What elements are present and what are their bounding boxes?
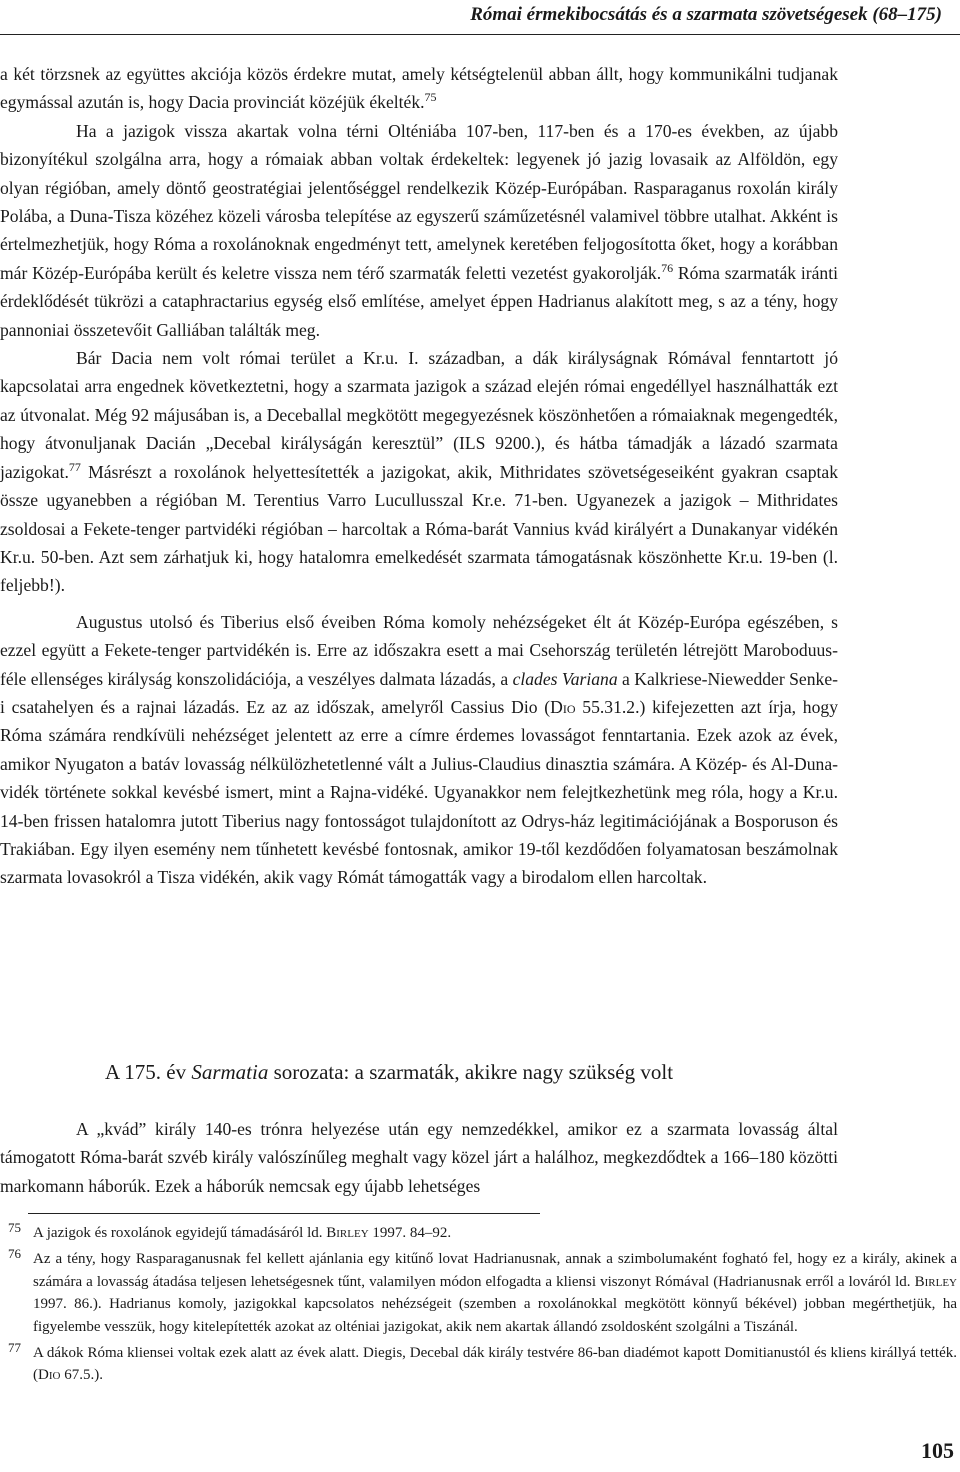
section-body xyxy=(0,1115,838,1200)
paragraph-3: Bár Dacia nem volt római terület a Kr.u. I. században, a dák királyságnak Rómával fenntartott jó kapcsolatai arra engednek következtetni, hogy a szarmata jazigok a század elején római engedéllyel használhatták ezt az útvonalat. Még 92 májusában is, a Deceballal megkötött megegyezésnek köszönhetően a rómaiaknak megengedték, hogy átvonuljanak Dacián „Decebal királyságán keresztül” (ILS 9200.), és hátba támadják a lázadó szarmata jazigokat.$^{77}$ Másrészt a roxolánok helyettesítették a jazigokat, akik, Mithridates szövetségeseiként gyakran csaptak össze ugyanebben a régióban M. Terentius Varro Lucullusszal Kr.e. 71-ben. Ugyanezek a jazigok – Mithridates zsoldosai a Fekete-tenger partvidéki régióban – harcoltak a Róma-barát Vannius kvád királyért a Dunakanyar vidékén Kr.u. 50-ben. Azt sem zárhatjuk ki, hogy hatalomra emelkedését szarmata támogatásnak köszönhette Kr.u. 19-ben (l. feljebb!). xyxy=(0,348,838,596)
paragraph-5: A „kvád” király 140-es trónra helyezése után egy nemzedékkel, amikor ez a szarmata lovasság által támogatott Róma-barát szvéb király valószínűleg meghalt vagy közel járt a halálhoz, megkezdődtek a 166–180 közötti markomann háborúk. Ezek a háborúk nemcsak egy újabb lehetséges xyxy=(0,1119,838,1196)
running-head-title: Római érmekibocsátás és a szarmata szövetségesek (68–175) xyxy=(470,4,942,25)
paragraph-4: Augustus utolsó és Tiberius első éveiben Róma komoly nehézségeket élt át Közép-Európa egészében, s ezzel együtt a Fekete-tenger partvidékén is. Erre az időszakra esett a mai Csehország területén létrejött Maroboduus-féle ellenséges királyság konszolidációja, a veszélyes dalmata lázadás, a clades Variana a Kalkriese-Niewedder Senke-i csatahelyen és a rajnai lázadás. Ez az az időszak, amelyről Cassius Dio (Dio 55.31.2.) kifejezetten azt írja, hogy Róma számára rendkívüli nehézséget jelentett az erre a címre érdemes lovasságot fenntartania. Ezek azok az évek, amikor Nyugaton a batáv lovasság nélkülözhetetlenné vált a Julius-Claudius dinasztia számára. A Közép- és Al-Duna-vidék története sokkal kevésbé ismert, mint a Rajna-vidéké. Ugyanakkor nem felejtkezhetünk meg róla, hogy a Kr.u. 14-ben frissen hatalomra jutott Tiberius nagy fontosságot tulajdonított az Odrys-ház legitimációjának a Bosporuson és Trakiában. Egy ilyen esemény nem tűnhetett kevésbé fontosnak, amikor 19-től kezdődően folyamatosan beszámolnak szarmata lovasokról a Tisza vidékén, akik vagy Rómát támogatták vagy a birodalom ellen harcoltak. xyxy=(0,611,838,888)
section-heading: A 175. év Sarmatia sorozata: a szarmaták, akikre nagy szükség volt xyxy=(105,1060,674,1084)
footnote-76: 76 Az a tény, hogy Rasparaganusnak fel kellett ajánlania egy kitűnő lovat Hadrianusnak, annak a szimbolumaként fogható fel, hogy ez a király, akinek a számára a lovasság átadása teljesen lehetségesnek tűnt, valamilyen módon elfogadta a kliensi viszonyt Rómával (Hadrianusnak erről a lováról ld. Birley 1997. 86.). Hadrianus komoly, jazigokkal kapcsolatos nehézségeit (szemben a roxolánokkal megkötött könnyű békével) jobban megérthetjük, ha figyelembe vesszük, hogy kitelepítették azokat az olténiai jazigokat, akik nem akartak állandó zsoldosként szolgálni a Tiszánál. xyxy=(8,1246,957,1335)
page-number: 105 xyxy=(921,1438,954,1463)
paragraph-1: a két törzsnek az együttes akciója közös érdekre mutat, amely kétségtelenül abban állt, hogy kommunikálni tudjanak egymással azután is, hogy Dacia provinciát közéjük ékelték.$^{75}$ xyxy=(0,64,838,113)
body-text xyxy=(0,60,838,892)
running-head xyxy=(0,0,960,36)
footnote-ref-75[interactable]: 75 xyxy=(424,90,437,105)
paragraph-2: Ha a jazigok vissza akartak volna térni Olténiába 107-ben, 117-ben és a 170-es években, az újabb bizonyítékul szolgálna arra, hogy a rómaiak abban voltak érdekeltek: legyenek jó jazig lovasaik az Alföldön, egy olyan régióban, amely döntő geostratégiai jelentőséggel rendelkezik Közép-Európában. Rasparaganus roxolán király Polába, a Duna-Tisza közéhez közeli városba telepítése az egyszerű száműzetésnél valamivel többre utalhat. Akként is értelmezhetjük, hogy Róma a roxolánoknak engedményt tett, amelynek keretében feljogosította őket, hogy a korábban már Közép-Európába került és keletre vissza nem térő szarmaták feletti vezetést gyakorolják.$^{76}$ Róma szarmaták iránti érdeklődését tükrözi a cataphractarius egység első említése, amelyet éppen Hadrianus alakított meg, s az a tény, hogy pannoniai összetevőit Galliában találták meg. xyxy=(0,120,838,340)
footnote-75: 75 A jazigok és roxolánok egyidejű támadásáról ld. Birley 1997. 84–92. xyxy=(8,1220,452,1241)
header-rule xyxy=(0,34,960,35)
footnote-ref-77[interactable]: 77 xyxy=(68,459,81,474)
footnote-77: 77 A dákok Róma kliensei voltak ezek alatt az évek alatt. Diegis, Decebal dák király testvére 86-ban diadémot kapott Domitianustól és kliens királlyá tették. (Dio 67.5.). xyxy=(8,1340,957,1384)
footnote-rule xyxy=(28,1213,540,1214)
footnote-ref-76[interactable]: 76 xyxy=(661,260,674,275)
footnotes xyxy=(0,1222,960,1391)
